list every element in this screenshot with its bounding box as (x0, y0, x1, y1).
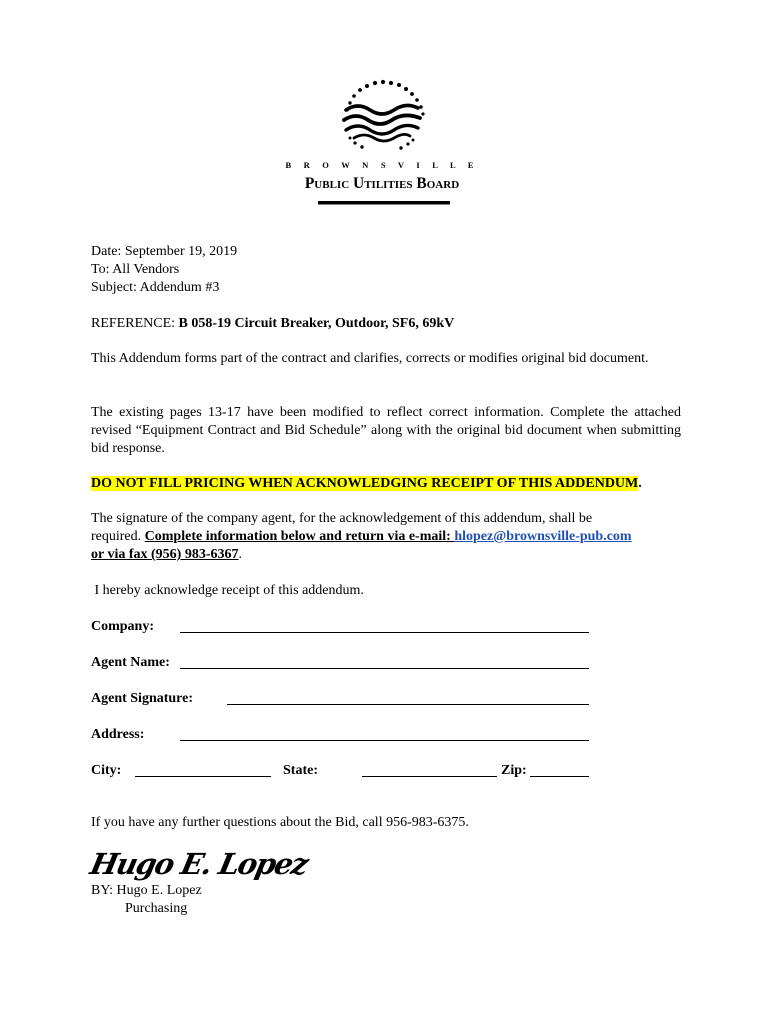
signer-title: Purchasing (125, 901, 188, 916)
signature-note-line1: The signature of the company agent, for the acknowledgement of this addendum, shall be (91, 511, 593, 526)
agent-name-label: Agent Name: (91, 655, 170, 670)
pricing-warning-tail: . (638, 476, 642, 491)
brownsville-puc-logo-icon (285, 76, 500, 212)
city-field[interactable] (135, 776, 271, 777)
agent-signature-label: Agent Signature: (91, 691, 194, 706)
reference-value: B 058-19 Circuit Breaker, Outdoor, SF6, 69kV (178, 316, 455, 331)
agent-signature-field[interactable] (227, 704, 589, 705)
zip-field[interactable] (530, 776, 589, 777)
fax-tail: . (238, 547, 242, 562)
addendum-paragraph: This Addendum forms part of the contract and clarifies, corrects or modifies original bid document. (91, 351, 649, 366)
logo-underline (318, 201, 450, 205)
logo-top-text: B R O W N S V I L L E (285, 160, 479, 170)
agent-name-field[interactable] (180, 668, 589, 669)
fax-line (91, 546, 242, 564)
by-line: BY: Hugo E. Lopez (91, 883, 202, 898)
zip-label: Zip: (501, 763, 527, 778)
state-field[interactable] (362, 776, 497, 777)
city-label: City: (91, 763, 122, 778)
address-label: Address: (91, 727, 145, 742)
acknowledge-text: I hereby acknowledge receipt of this addendum. (91, 583, 364, 598)
email-link[interactable]: hlopez@brownsville-pub.com (454, 529, 632, 544)
company-field[interactable] (180, 632, 589, 633)
signature-note-line2 (91, 528, 632, 546)
state-label: State: (283, 763, 318, 778)
reference-label: REFERENCE: (91, 316, 179, 331)
pages-modified-paragraph: The existing pages 13-17 have been modified to reflect correct information. Complete the attached revised “Equipment Contract and Bid Schedule” along with the original bid document when submitting bid response. (91, 405, 681, 456)
organization-logo (285, 76, 500, 212)
questions-text: If you have any further questions about the Bid, call 956-983-6375. (91, 815, 469, 830)
reference-line (91, 315, 454, 333)
signature-note-start: required. (91, 529, 145, 544)
company-label: Company: (91, 619, 155, 634)
to-line: To: All Vendors (91, 262, 180, 277)
svg-text:Hugo E. Lopez: Hugo E. Lopez (87, 846, 311, 881)
pricing-warning (91, 475, 642, 493)
pricing-warning-text: DO NOT FILL PRICING WHEN ACKNOWLEDGING RECEIPT OF THIS ADDENDUM (91, 476, 639, 491)
address-field[interactable] (180, 740, 589, 741)
return-instruction: Complete information below and return via e-mail: (144, 529, 455, 544)
handwritten-signature (87, 840, 311, 884)
signature-icon (87, 840, 311, 884)
subject-line: Subject: Addendum #3 (91, 280, 220, 295)
fax-number: or via fax (956) 983-6367 (91, 547, 239, 562)
date-line: Date: September 19, 2019 (91, 244, 238, 259)
logo-org-name: Public Utilities Board (304, 175, 460, 192)
